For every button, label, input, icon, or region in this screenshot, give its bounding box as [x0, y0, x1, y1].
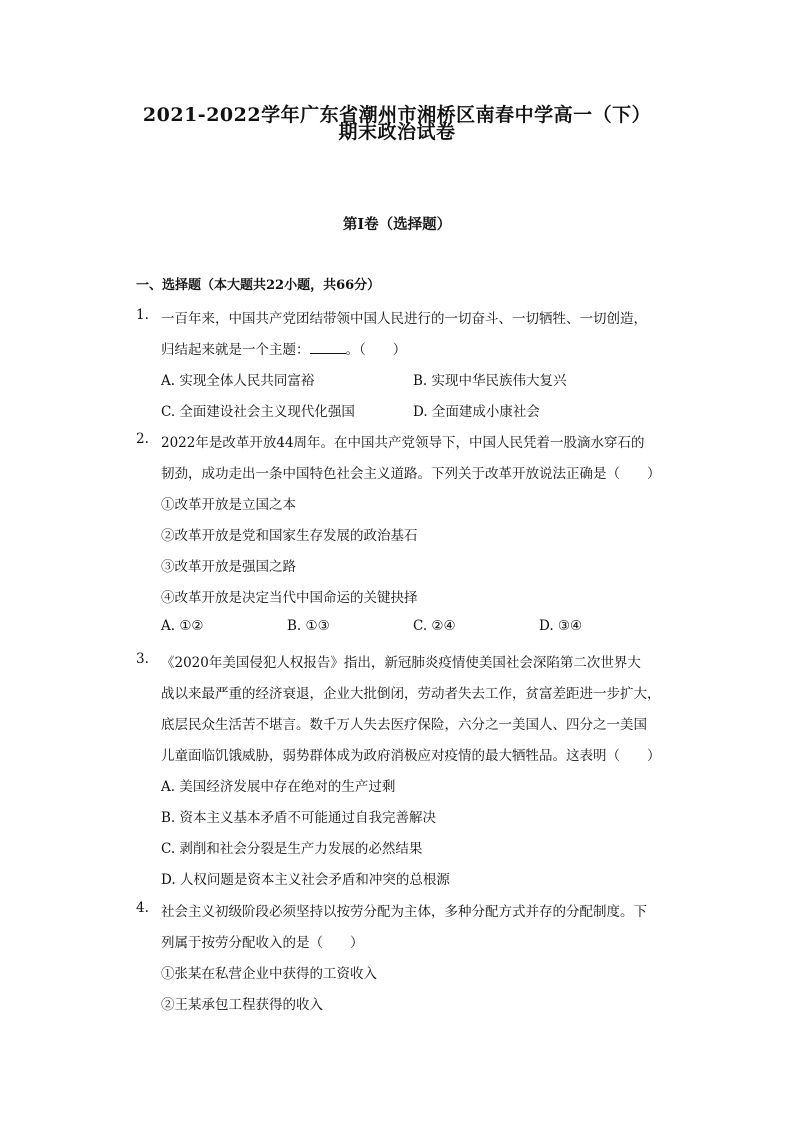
question-stem-line: 社会主义初级阶段必须坚持以按劳分配为主体，多种分配方式并存的分配制度。下: [161, 904, 647, 920]
question-number: 3.: [136, 651, 149, 667]
statement-item: ①张某在私营企业中获得的工资收入: [161, 966, 377, 982]
statement-item: ②王某承包工程获得的收入: [161, 997, 323, 1013]
option-d: D. 全面建成小康社会: [413, 404, 540, 420]
exam-title-line1: 2021-2022学年广东省潮州市湘桥区南春中学高一（下）: [142, 104, 652, 126]
question-stem-line: 一百年来，中国共产党团结带领中国人民进行的一切奋斗、一切牺牲、一切创造，: [161, 311, 647, 327]
part-heading: 一、选择题（本大题共22小题，共66分）: [136, 278, 381, 293]
question-stem-line: 2022年是改革开放44周年。在中国共产党领导下，中国人民凭着一股滴水穿石的: [161, 435, 645, 451]
question-stem-line: 儿童面临饥饿威胁，弱势群体成为政府消极应对疫情的最大牺牲品。这表明（ ）: [161, 748, 661, 764]
option-c: C. 全面建设社会主义现代化强国: [161, 404, 355, 420]
option-c: C. ②④: [413, 618, 456, 634]
question-stem-line: [161, 338, 406, 358]
question-stem-text: 归结起来就是一个主题：: [161, 342, 310, 358]
answer-blank: [310, 343, 346, 354]
section-title: 第Ⅰ卷（选择题）: [342, 216, 452, 233]
question-stem-line: 底层民众生活苦不堪言。数千万人失去医疗保险，六分之一美国人、四分之一美国: [161, 717, 647, 733]
statement-item: ④改革开放是决定当代中国命运的关键抉择: [161, 590, 418, 606]
question-stem-line: 韧劲，成功走出一条中国特色社会主义道路。下列关于改革开放说法正确是（ ）: [161, 466, 661, 482]
option-b: B. 资本主义基本矛盾不可能通过自我完善解决: [161, 810, 437, 826]
question-stem-line: 《2020年美国侵犯人权报告》指出，新冠肺炎疫情使美国社会深陷第二次世界大: [161, 655, 641, 671]
option-d: D. 人权问题是资本主义社会矛盾和冲突的总根源: [161, 872, 450, 888]
exam-title-line2: 期末政治试卷: [338, 121, 456, 143]
statement-item: ③改革开放是强国之路: [161, 559, 296, 575]
option-a: A. ①②: [161, 618, 204, 634]
statement-item: ②改革开放是党和国家生存发展的政治基石: [161, 528, 418, 544]
option-b: B. ①③: [287, 618, 330, 634]
option-b: B. 实现中华民族伟大复兴: [413, 373, 567, 389]
option-d: D. ③④: [539, 618, 583, 634]
question-number: 4.: [136, 900, 149, 916]
question-stem-line: 战以来最严重的经济衰退，企业大批倒闭，劳动者失去工作，贫富差距进一步扩大，: [161, 686, 661, 702]
option-a: A. 美国经济发展中存在绝对的生产过剩: [161, 779, 396, 795]
question-stem-text: 。（ ）: [345, 342, 407, 358]
statement-item: ①改革开放是立国之本: [161, 497, 296, 513]
option-a: A. 实现全体人民共同富裕: [161, 373, 315, 389]
option-c: C. 剥削和社会分裂是生产力发展的必然结果: [161, 841, 423, 857]
question-number: 1.: [136, 307, 149, 323]
question-number: 2.: [136, 431, 149, 447]
question-stem-line: 列属于按劳分配收入的是（ ）: [161, 935, 364, 951]
